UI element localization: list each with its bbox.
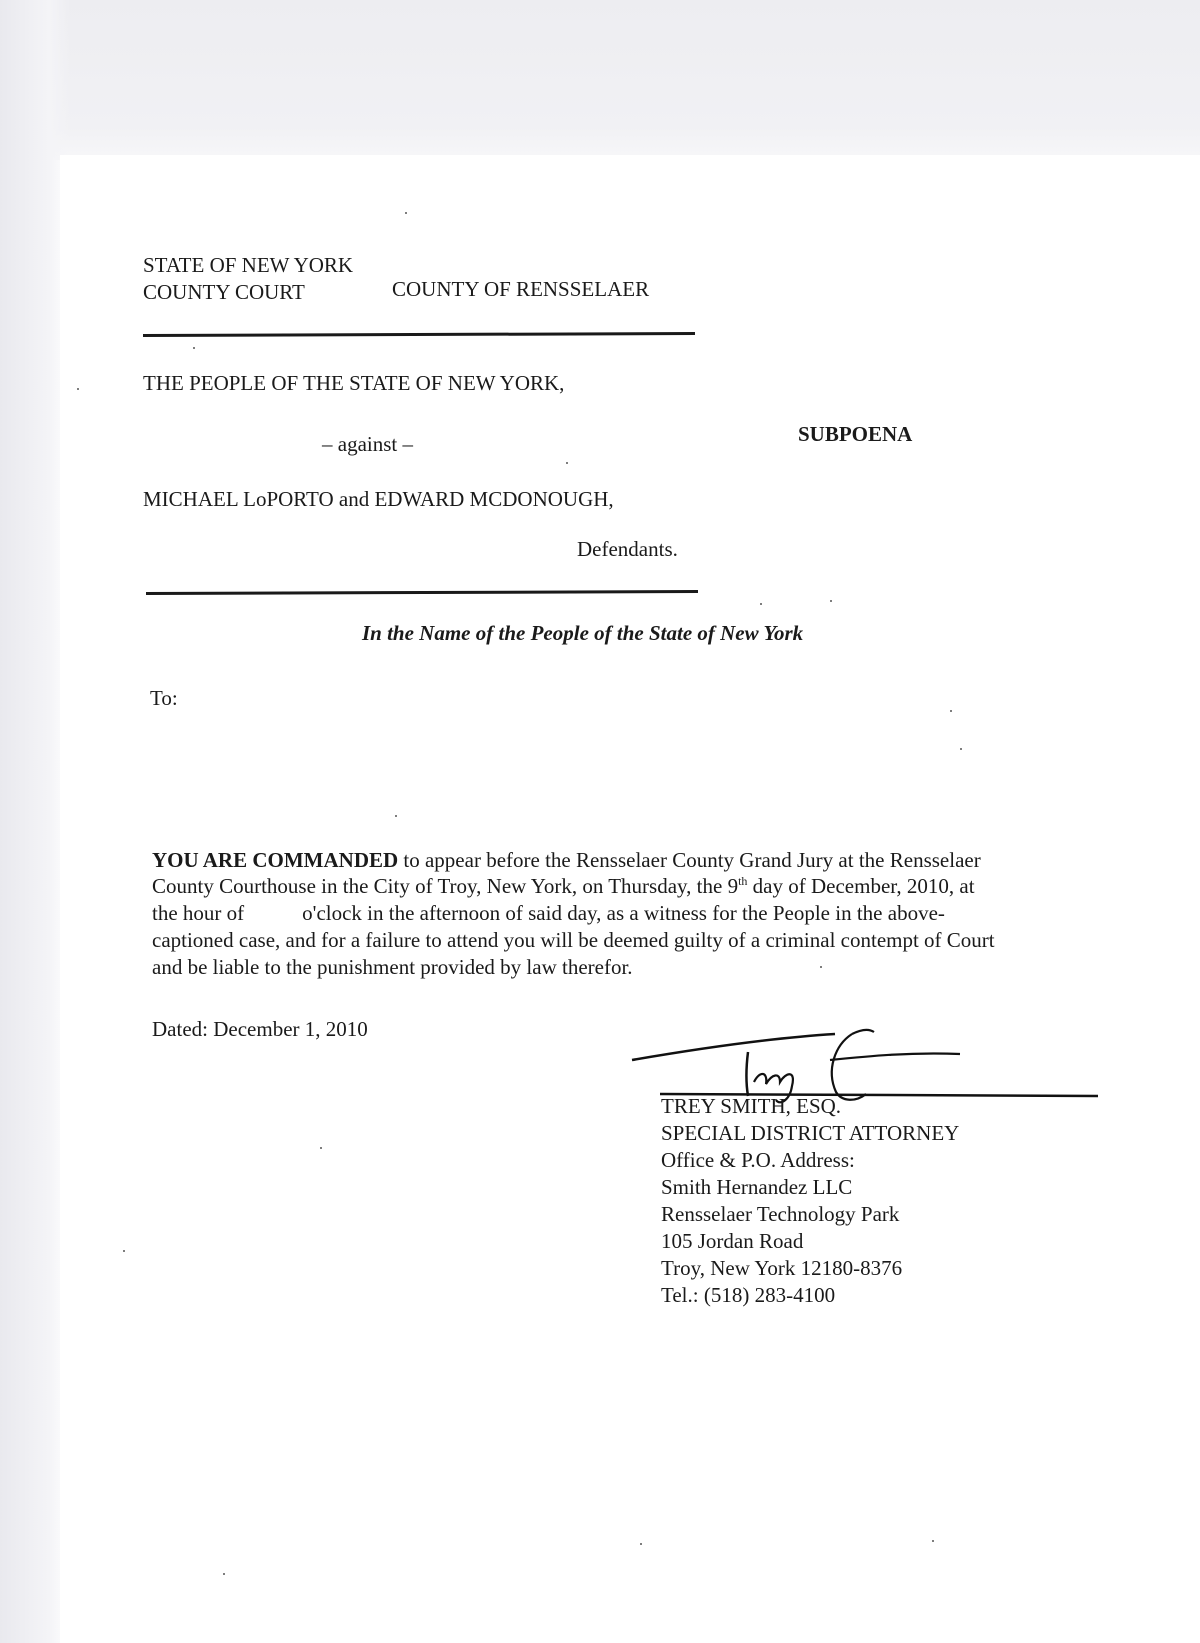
body-line-2-text-a: County Courthouse in the City of Troy, New York, on Thursday, the 9 xyxy=(152,874,739,898)
address-label: Office & P.O. Address: xyxy=(661,1148,855,1172)
invocation-heading: In the Name of the People of the State of New York xyxy=(362,621,804,645)
address-street: 105 Jordan Road xyxy=(661,1229,804,1253)
caption-state: STATE OF NEW YORK xyxy=(143,253,354,277)
scan-speck xyxy=(960,748,962,750)
signer-name: TREY SMITH, ESQ. xyxy=(661,1094,842,1118)
caption-court: COUNTY COURT xyxy=(143,280,305,304)
scan-speck xyxy=(932,1540,934,1542)
scan-speck xyxy=(77,388,79,390)
scan-speck xyxy=(640,1543,642,1545)
scan-speck xyxy=(405,212,407,214)
body-line-1 xyxy=(152,847,981,874)
signer-title: SPECIAL DISTRICT ATTORNEY xyxy=(661,1121,960,1145)
body-line-3-text-a: the hour of xyxy=(152,901,245,925)
body-line-5: and be liable to the punishment provided by law therefor. xyxy=(152,955,633,979)
scan-speck xyxy=(395,815,397,817)
command-phrase: YOU ARE COMMANDED xyxy=(152,848,399,872)
scan-speck xyxy=(566,462,568,464)
scan-speck xyxy=(320,1147,322,1149)
caption-defendants-label: Defendants. xyxy=(577,537,678,561)
body-line-3 xyxy=(152,900,945,927)
scan-speck xyxy=(760,603,762,605)
body-line-2 xyxy=(152,873,975,900)
body-line-4: captioned case, and for a failure to attend you will be deemed guilty of a criminal contempt of Court xyxy=(152,928,995,952)
scan-speck xyxy=(123,1250,125,1252)
scan-speck xyxy=(193,347,195,349)
scan-speck xyxy=(950,710,952,712)
address-city: Troy, New York 12180-8376 xyxy=(661,1256,903,1280)
body-line-1-text: to appear before the Rensselaer County Grand Jury at the Rensselaer xyxy=(403,848,981,872)
body-line-2-text-b: day of December, 2010, at xyxy=(752,874,975,898)
body-line-3-text-b: o'clock in the afternoon of said day, as a witness for the People in the above- xyxy=(302,901,945,925)
caption-county: COUNTY OF RENSSELAER xyxy=(392,277,650,301)
scan-background-top xyxy=(0,0,1200,160)
ordinal-suffix: th xyxy=(738,874,748,888)
document-title: SUBPOENA xyxy=(798,422,913,446)
telephone: Tel.: (518) 283-4100 xyxy=(661,1283,836,1307)
scan-speck xyxy=(830,600,832,602)
dated-line: Dated: December 1, 2010 xyxy=(152,1017,368,1041)
recipient-label: To: xyxy=(150,686,178,710)
caption-plaintiff: THE PEOPLE OF THE STATE OF NEW YORK, xyxy=(143,371,565,395)
scan-speck xyxy=(223,1573,225,1575)
scan-speck xyxy=(820,966,822,968)
firm-name: Smith Hernandez LLC xyxy=(661,1175,853,1199)
caption-defendants: MICHAEL LoPORTO and EDWARD MCDONOUGH, xyxy=(143,487,614,511)
caption-against: – against – xyxy=(322,432,413,456)
address-park: Rensselaer Technology Park xyxy=(661,1202,900,1226)
